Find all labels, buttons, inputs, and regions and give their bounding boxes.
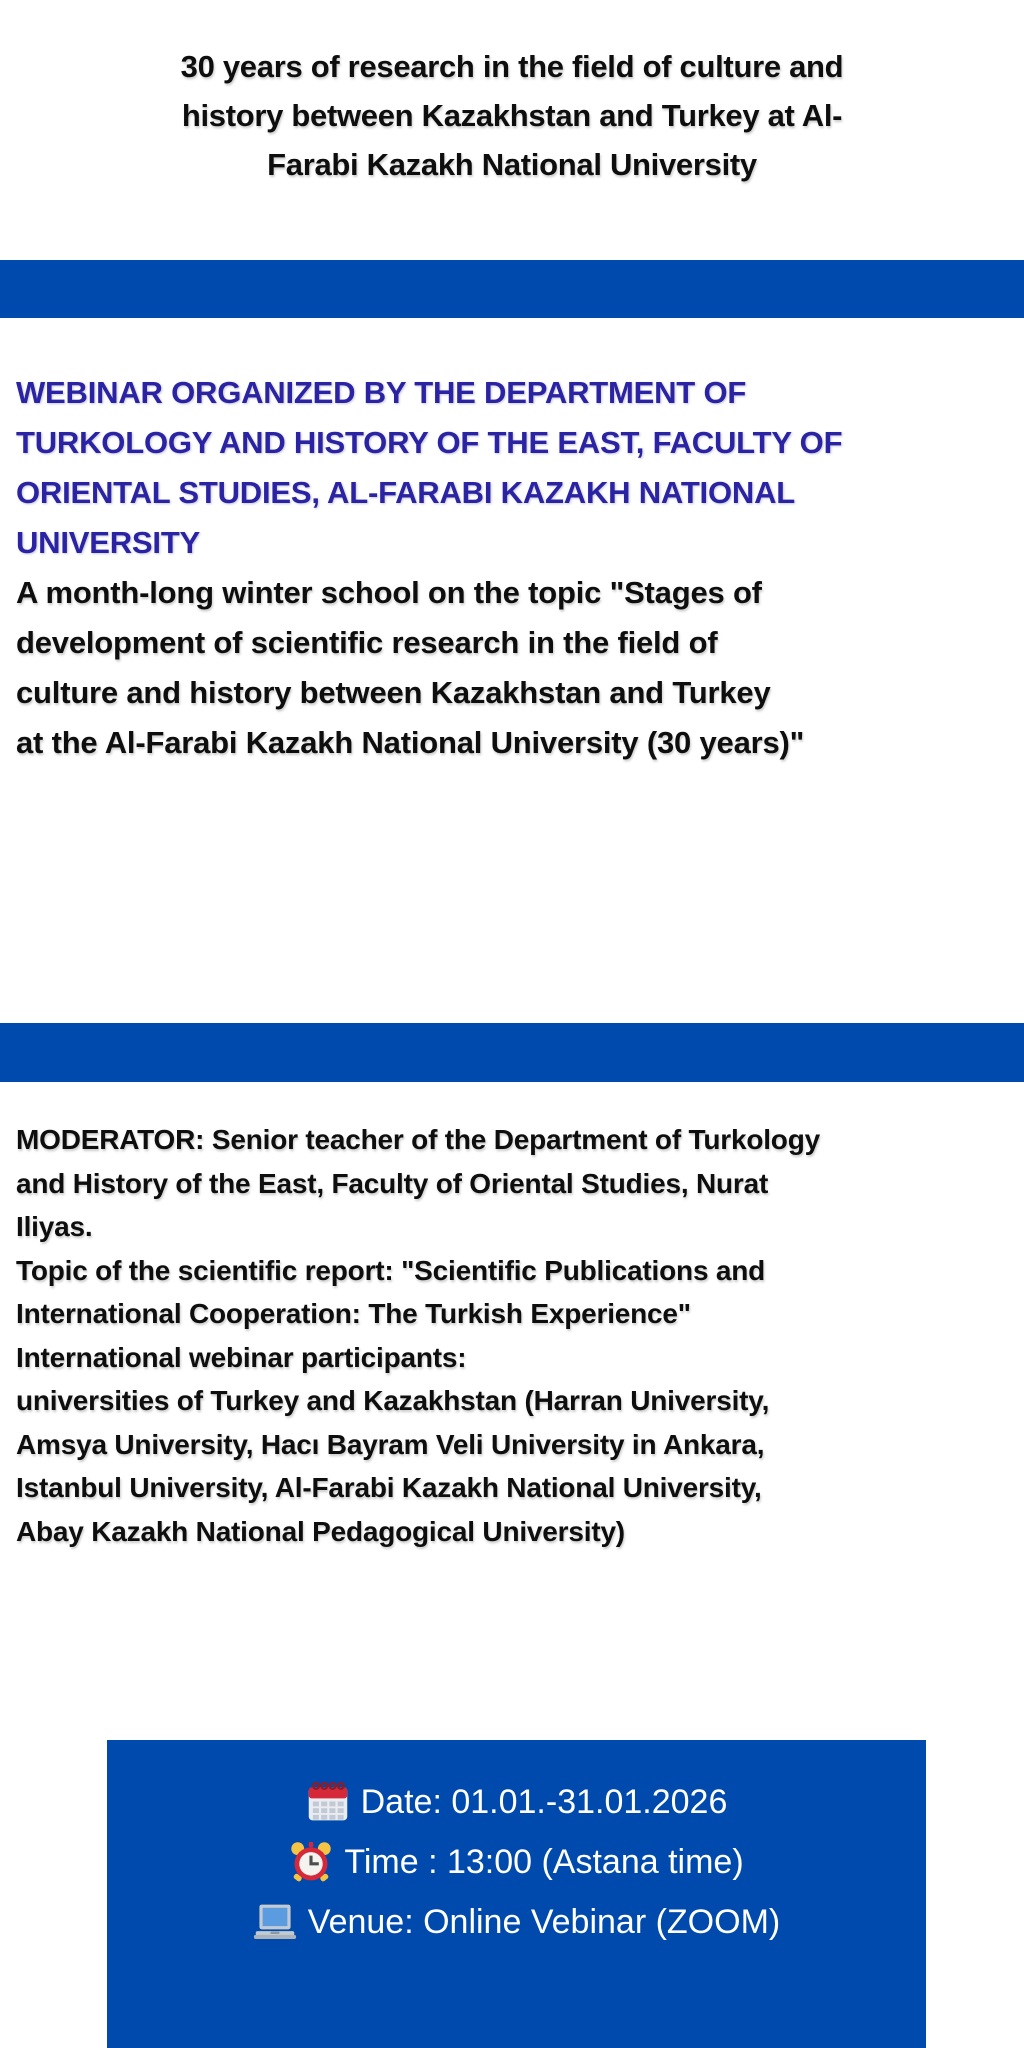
event-date-row (107, 1772, 926, 1832)
organizer-heading-line: ORIENTAL STUDIES, AL-FARABI KAZAKH NATIONAL (16, 475, 795, 510)
event-venue-row (107, 1892, 926, 1952)
participants-line: universities of Turkey and Kazakhstan (Harran University, (16, 1385, 770, 1416)
organizer-heading-line: TURKOLOGY AND HISTORY OF THE EAST, FACULTY OF (16, 425, 843, 460)
winter-school-line: at the Al-Farabi Kazakh National University (30 years)" (16, 725, 805, 760)
poster-title-line: history between Kazakhstan and Turkey at Al- (181, 98, 843, 133)
moderator-section (16, 1118, 1016, 1553)
divider-bar-middle (0, 1023, 1024, 1082)
winter-school-line: development of scientific research in the field of (16, 625, 718, 660)
topic-line: Topic of the scientific report: "Scientific Publications and (16, 1254, 766, 1286)
calendar-icon (306, 1780, 350, 1824)
alarm-clock-icon (289, 1840, 333, 1884)
organizer-heading-line: WEBINAR ORGANIZED BY THE DEPARTMENT OF (16, 375, 747, 410)
moderator-line: and History of the East, Faculty of Oriental Studies, Nurat (16, 1167, 769, 1199)
event-time-text: Time : 13:00 (Astana time) (344, 1842, 744, 1881)
winter-school-line: culture and history between Kazakhstan and Turkey (16, 675, 771, 710)
participants-line: Abay Kazakh National Pedagogical University) (16, 1515, 625, 1547)
participants-label-line: International webinar participants: (16, 1341, 467, 1373)
participants-line: Amsya University, Hacı Bayram Veli University in Ankara, (16, 1428, 765, 1460)
winter-school-description (16, 568, 1016, 768)
winter-school-line: A month-long winter school on the topic "Stages of (16, 575, 762, 610)
moderator-line: MODERATOR: Senior teacher of the Department of Turkology (16, 1124, 820, 1155)
poster-title-line: Farabi Kazakh National University (267, 147, 757, 182)
organizer-heading (16, 368, 1016, 568)
intro-section (16, 368, 1016, 768)
event-date-text: Date: 01.01.-31.01.2026 (360, 1782, 728, 1821)
organizer-heading-line: UNIVERSITY (16, 525, 201, 560)
laptop-icon (253, 1902, 297, 1942)
event-venue-text: Venue: Online Vebinar (ZOOM) (307, 1902, 781, 1941)
poster-title-line: 30 years of research in the field of culture and (180, 49, 844, 84)
moderator-line: Iliyas. (16, 1211, 93, 1242)
topic-line: International Cooperation: The Turkish Experience" (16, 1298, 691, 1329)
divider-bar-top (0, 260, 1024, 318)
participants-line: Istanbul University, Al-Farabi Kazakh National University, (16, 1472, 762, 1503)
event-details-box (107, 1740, 926, 2048)
event-time-row (107, 1832, 926, 1892)
poster-title (0, 42, 1024, 189)
